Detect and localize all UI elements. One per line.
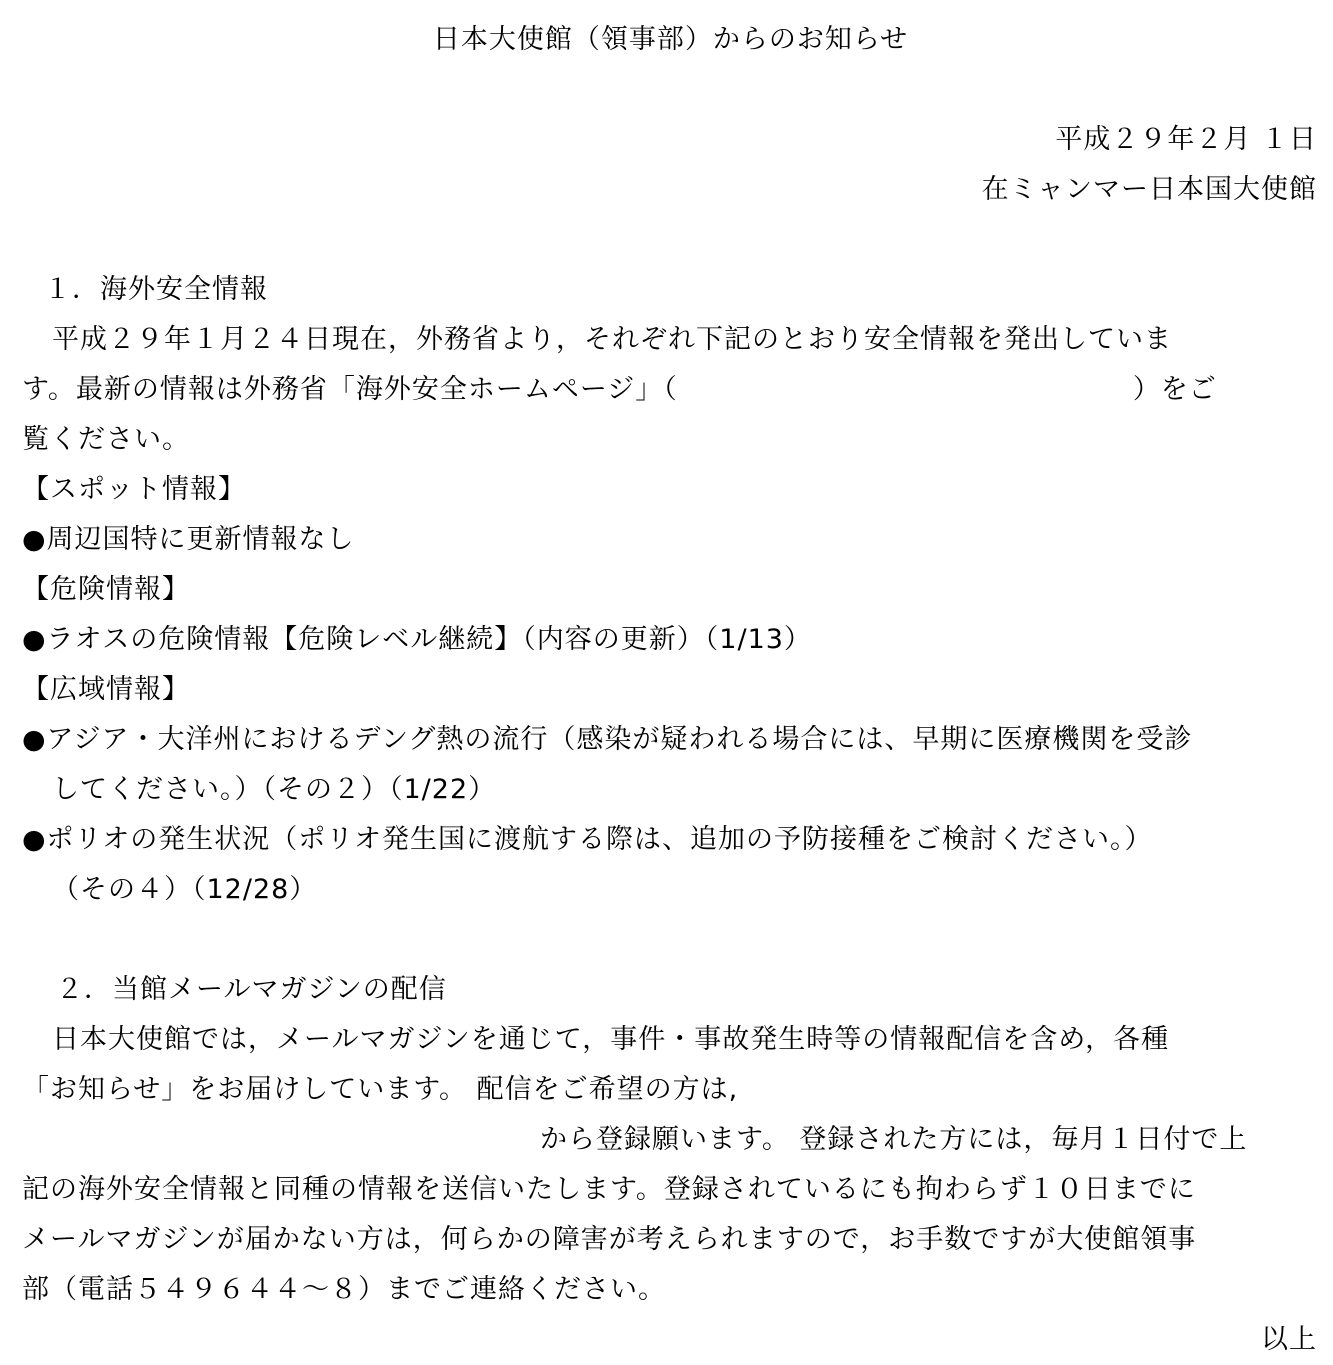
section2-line3: から登録願います。 登録された方には，毎月１日付で上 — [540, 1124, 1248, 1155]
wide-area-item1-line2: してください。）（その２）（1/22） — [52, 774, 497, 805]
section1-intro-line1: 平成２９年１月２４日現在，外務省より，それぞれ下記のとおり安全情報を発出していま — [52, 324, 1172, 355]
section1-intro-line3: 覧ください。 — [22, 424, 190, 455]
wide-area-item2-line2: （その４）（12/28） — [52, 874, 318, 905]
spot-info-item: ●周辺国特に更新情報なし — [22, 524, 355, 555]
document-date: 平成２９年２月 １日 — [1055, 124, 1317, 155]
closing-mark: 以上 — [1261, 1324, 1317, 1355]
section2-line6: 部（電話５４９６４４～８）までご連絡ください。 — [22, 1274, 666, 1305]
section1-intro-line2 — [22, 373, 1217, 407]
danger-info-heading: 【危険情報】 — [22, 574, 190, 605]
section2-line2: 「お知らせ」をお届けしています。 配信をご希望の方は, — [22, 1074, 739, 1105]
section1-intro-line2-b: ）をご — [1132, 374, 1217, 405]
section1-heading: １．海外安全情報 — [44, 274, 268, 305]
wide-area-item1-line1: ●アジア・大洋州におけるデング熱の流行（感染が疑われる場合には、早期に医療機関を受診 — [22, 724, 1193, 755]
spot-info-heading: 【スポット情報】 — [22, 474, 246, 505]
issuer-name: 在ミャンマー日本国大使館 — [981, 174, 1317, 205]
section2-heading: ２．当館メールマガジンの配信 — [56, 974, 447, 1005]
danger-info-item: ●ラオスの危険情報【危険レベル継続】（内容の更新）（1/13） — [22, 624, 812, 655]
page-title: 日本大使館（領事部）からのお知らせ — [432, 24, 909, 55]
wide-area-item2-line1: ●ポリオの発生状況（ポリオ発生国に渡航する際は、追加の予防接種をご検討ください。） — [22, 824, 1153, 855]
wide-area-info-heading: 【広域情報】 — [22, 674, 190, 705]
section1-intro-line2-a: す。最新の情報は外務省「海外安全ホームページ」（ — [22, 374, 678, 405]
section2-line1: 日本大使館では，メールマガジンを通じて，事件・事故発生時等の情報配信を含め，各種 — [52, 1024, 1170, 1055]
section2-line4: 記の海外安全情報と同種の情報を送信いたします。登録されているにも拘わらず１０日までに — [22, 1174, 1196, 1205]
section2-line5: メールマガジンが届かない方は，何らかの障害が考えられますので，お手数ですが大使館領事 — [22, 1224, 1197, 1255]
